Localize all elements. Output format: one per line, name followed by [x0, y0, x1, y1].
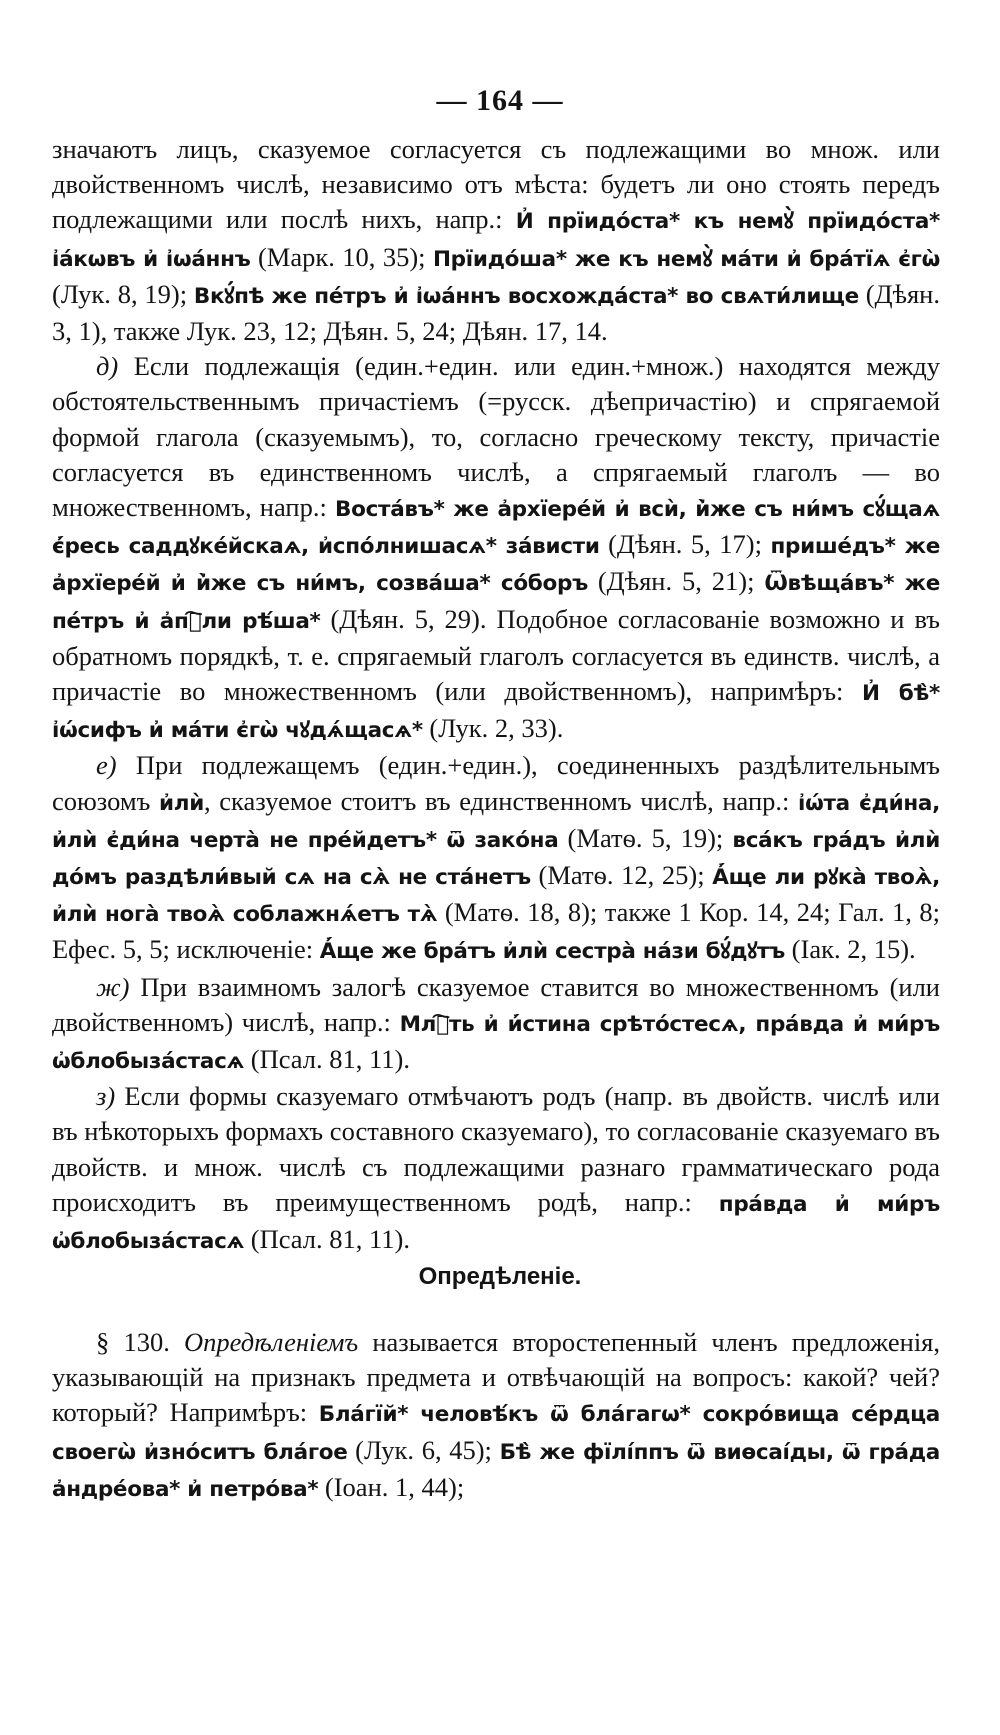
church-slavonic-word: и҆лѝ [159, 790, 204, 816]
paragraph-label: з) [96, 1081, 116, 1112]
paragraph-label: ж) [96, 971, 130, 1002]
citation: (Дѣян. 3, 1), также Лук. 23, 12; Дѣян. 5, 24; Дѣян. 17, 14. [52, 278, 940, 347]
church-slavonic-quote: Прїидо́ша* же къ немꙋ̀ ма́ти и҆ бра́тїѧ є҆гѡ̀ [432, 246, 940, 272]
paragraph-label: д) [96, 351, 119, 382]
main-text-block [52, 132, 940, 1259]
citation: (Матѳ. 12, 25); [530, 860, 713, 891]
citation: (Іоан. 1, 44); [318, 1471, 465, 1502]
church-slavonic-quote: Бла́гїй* человѣ́къ ѿ бла́гагѡ* сокро́вища се́рдца своегѡ̀ и҆зно́ситъ бла́гое [52, 1402, 940, 1465]
citation: (Дѣян. 5, 17); [599, 529, 771, 560]
paragraph-e [52, 748, 940, 969]
church-slavonic-quote: прише́дъ* же а҆рхїере́й и҆ и҆̀же съ ни́мъ, созва́ша* со́боръ [52, 534, 940, 597]
section-text-block [52, 1325, 940, 1507]
church-slavonic-quote: пра́вда и҆ ми́ръ ѡ҆блобыза́стасѧ [52, 1191, 940, 1255]
citation: (Лук. 2, 33). [422, 713, 564, 744]
page-number: — 164 — [436, 84, 564, 117]
section-number: § 130. [96, 1327, 185, 1357]
text-run: , сказуемое стоитъ въ единственномъ числѣ, напр.: [204, 785, 799, 816]
paragraph-zh [52, 970, 940, 1080]
church-slavonic-quote: И҆ прїидо́ста* къ немꙋ̀ прїидо́ста* і҆а́кѡвъ и҆ і҆ѡа́ннъ [52, 209, 940, 272]
citation: (Лук. 8, 19); [52, 278, 194, 309]
paragraph-label: е) [96, 750, 117, 781]
text-run: (Дѣян. 5, 29). Подобное согласованіе возможно и въ обратномъ порядкѣ, т. е. спрягаемый глаголъ согласуется въ единств. числѣ, а причастіе во множественномъ (или двойственномъ), напримѣръ: [52, 603, 941, 707]
church-slavonic-quote: Ѿвѣща́въ* же пе́тръ и҆ а҆пⷭ҇ли рѣ́ша* [52, 571, 940, 634]
section-heading: Опредѣленіе. [418, 1263, 582, 1290]
citation: (Дѣян. 5, 21); [587, 566, 765, 597]
text-run: При подлежащемъ (един.+един.), соединенныхъ раздѣлительнымъ союзомъ [52, 750, 940, 816]
text-run: Если формы сказуемаго отмѣчаютъ родъ (напр. въ двойств. числѣ или въ нѣкоторыхъ формахъ составного сказуемаго), то согласованіе сказуемаго въ двойств. и множ. числѣ съ подлежащими разнаго грамматическаго рода происходитъ въ преимущественномъ родѣ, напр.: [52, 1081, 940, 1217]
citation: (Псал. 81, 11). [244, 1044, 410, 1075]
text-run: Если подлежащія (един.+един. или един.+множ.) находятся между обстоятельственнымъ причастіемъ (=русск. дѣепричастію) и спрягаемой формой глагола (сказуемымъ), то, согласно греческому тексту, причастіе согласуется въ единственномъ числѣ, а спрягаемый глаголъ — во множественномъ, напр.: [52, 351, 940, 523]
church-slavonic-quote: Бѣ̀ же фїлі́ппъ ѿ виѳсаі́ды, ѿ гра́да а҆ндре́ова* и҆ петро́ва* [52, 1439, 940, 1502]
church-slavonic-quote: Вкꙋ́пѣ же пе́тръ и҆ і҆ѡа́ннъ восхожда́ста* во свѧти́лище [193, 283, 859, 309]
paragraph-130 [52, 1325, 940, 1507]
citation: (Лук. 6, 45); [347, 1434, 500, 1465]
citation: (Псал. 81, 11). [244, 1224, 410, 1255]
text-run: значаютъ лицъ, сказуемое согласуется съ подлежащими во множ. или двойственномъ числѣ, независимо отъ мѣста: будетъ ли оно стоять передъ подлежащими или послѣ нихъ, напр.: [52, 134, 940, 235]
church-slavonic-quote: И҆ бѣ̀* і҆ѡ́сифъ и҆ ма́ти є҆гѡ̀ чꙋдѧ́щасѧ* [52, 681, 940, 744]
church-slavonic-quote: Воста́въ* же а҆рхїере́й и҆ всѝ, и҆̀же съ ни́мъ сꙋ́щаѧ є҆́ресь саддꙋке́йскаѧ, и҆спо́лнишасѧ* за́висти [52, 497, 940, 560]
text-run: называется второстепенный членъ предложенія, указывающій на признакъ предмета и отвѣчающій на вопросъ: какой? чей? который? Напримѣръ: [52, 1327, 940, 1428]
church-slavonic-quote: Млⷭ҇ть и҆ и҆́стина срѣто́стесѧ, пра́вда и҆ ми́ръ ѡ҆блобыза́стасѧ [52, 1011, 940, 1075]
text-run: При взаимномъ залогѣ сказуемое ставится во множественномъ (или двойственномъ) числѣ, напр.: [52, 971, 940, 1037]
citation: (Матѳ. 18, 8); также 1 Кор. 14, 24; Гал. 1, 8; Ефес. 5, 5; исключеніе: [52, 897, 940, 965]
citation: (Марк. 10, 35); [250, 241, 433, 272]
church-slavonic-quote: А҆́ще же бра́тъ и҆лѝ сестра̀ на́зи бꙋ́дꙋтъ [319, 939, 786, 965]
church-slavonic-quote: вса́къ гра́дъ и҆лѝ до́мъ раздѣли́вый сѧ на сѧ̀ не ста́нетъ [52, 827, 940, 891]
church-slavonic-quote: і҆ѡ́та є҆ди́на, и҆лѝ є҆ди́на черта̀ не пре́йдетъ* ѿ зако́на [52, 790, 941, 853]
church-slavonic-quote: А҆́ще ли рꙋка̀ твоѧ̀, и҆лѝ нога̀ твоѧ̀ соблажнѧ́етъ тѧ̀ [52, 865, 940, 928]
citation: (Матѳ. 5, 19); [558, 822, 733, 853]
citation: (Іак. 2, 15). [785, 934, 916, 965]
defined-term: Опредѣленіемъ [184, 1327, 359, 1357]
paragraph-z [52, 1079, 940, 1259]
paragraph-d [52, 349, 940, 748]
paragraph-continuation [52, 132, 940, 349]
